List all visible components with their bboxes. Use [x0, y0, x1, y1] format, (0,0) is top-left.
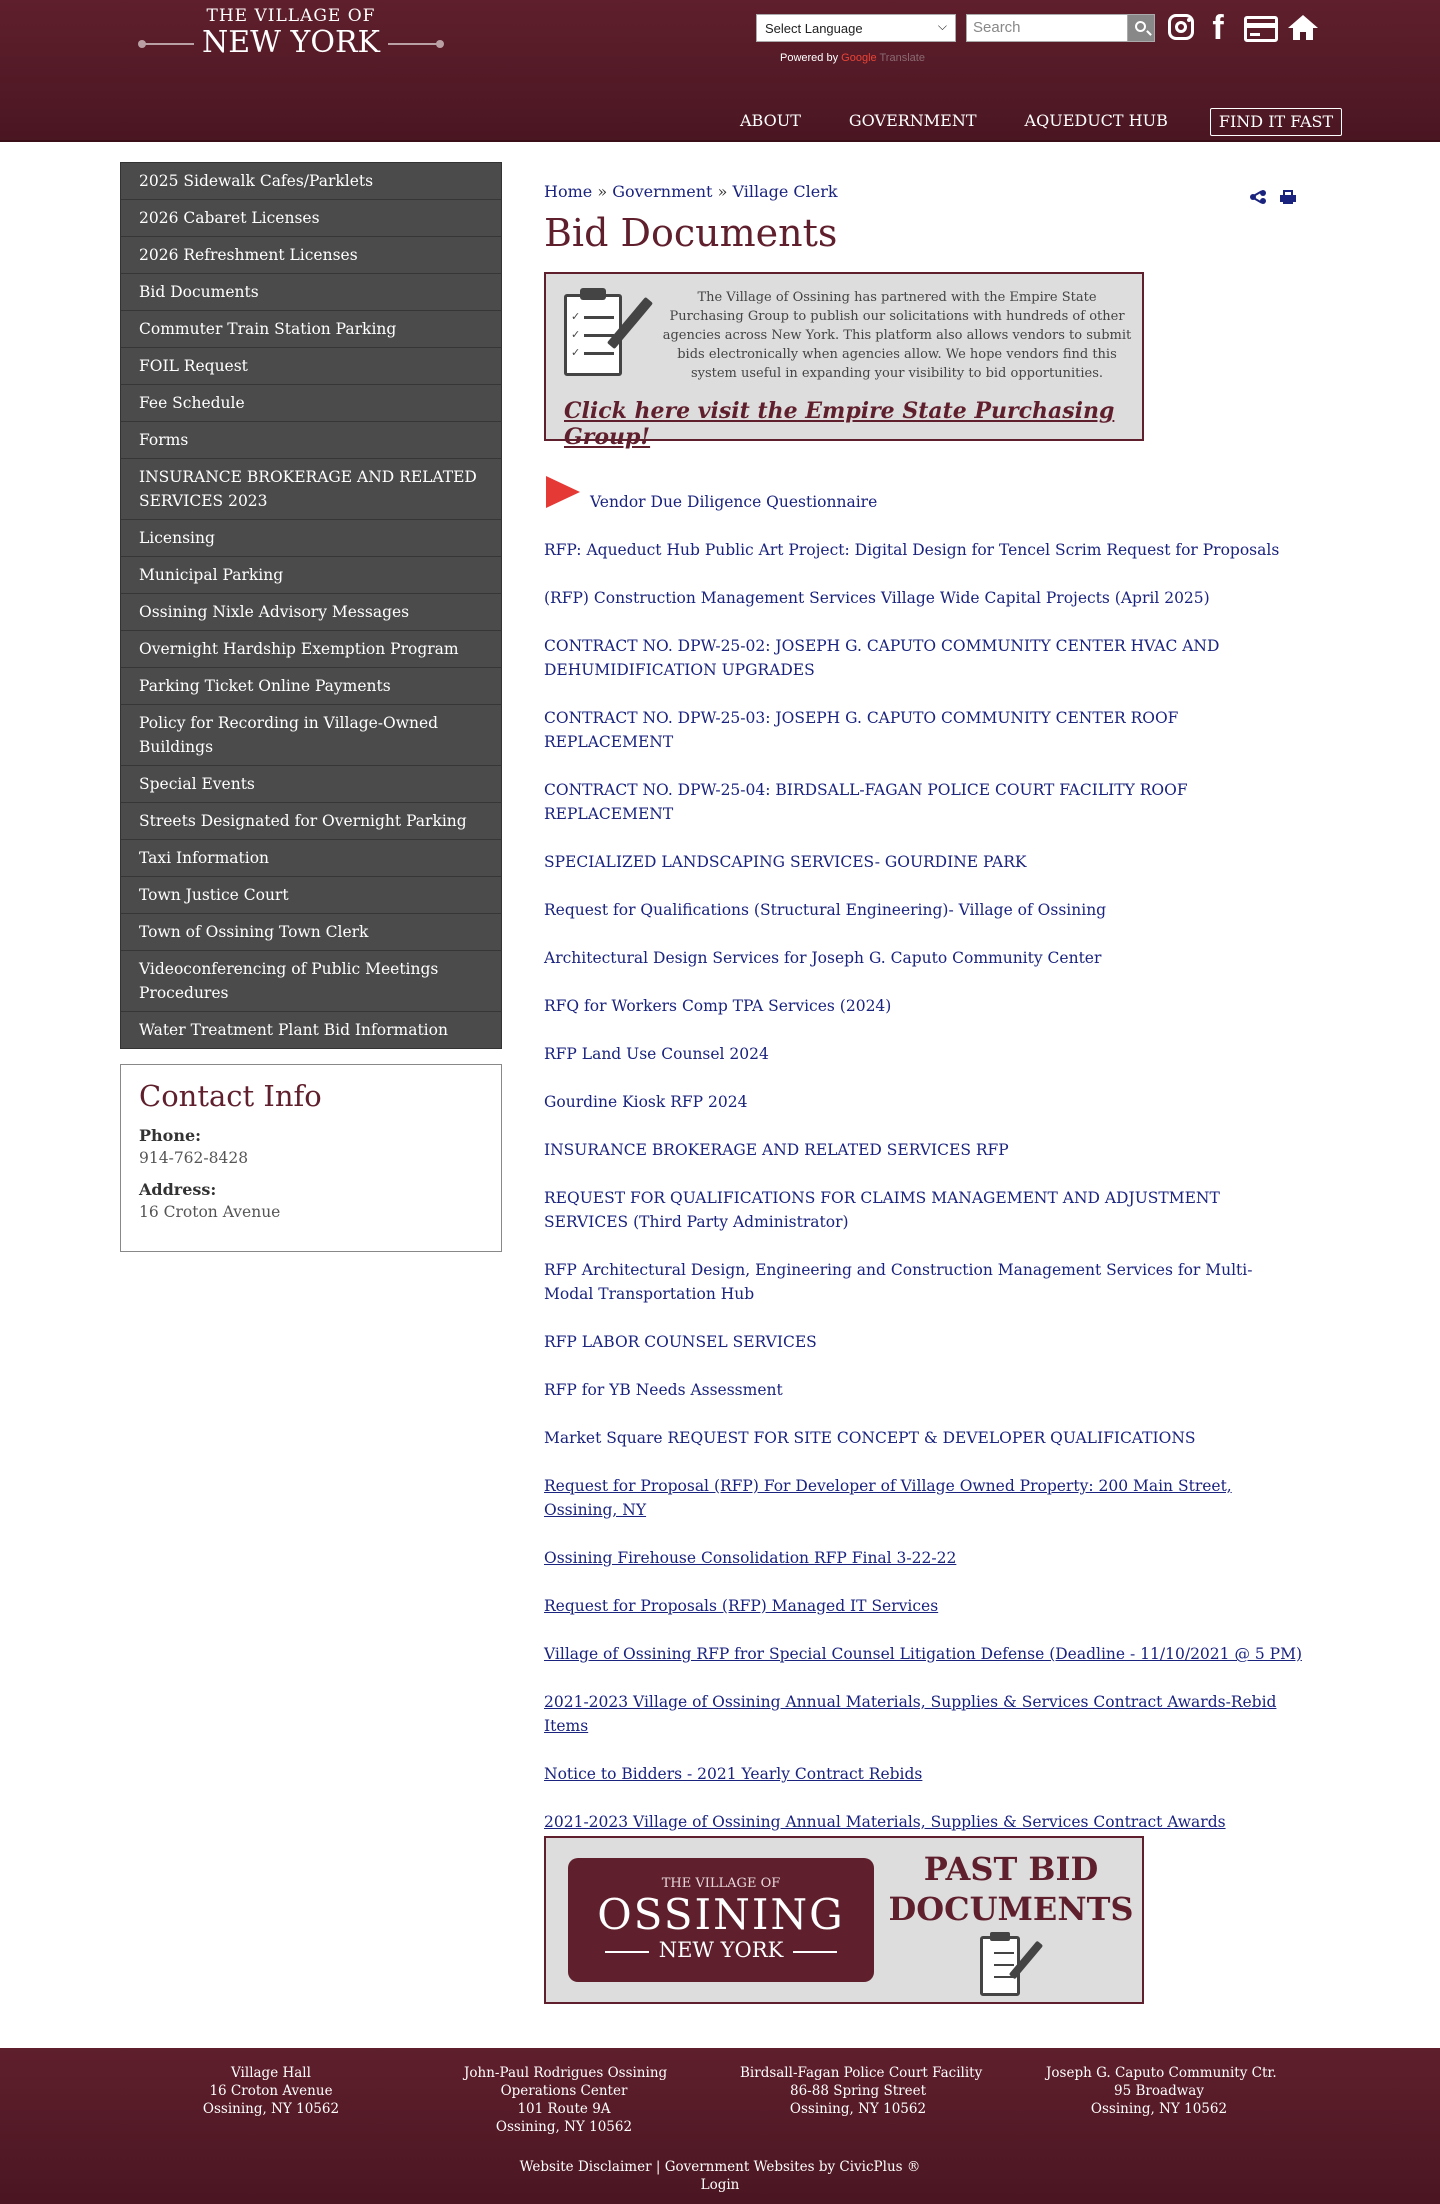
footer-line: Operations Center: [500, 2083, 628, 2099]
home-icon[interactable]: [1288, 12, 1320, 44]
sidebar-item-cabaret-licenses[interactable]: 2026 Cabaret Licenses: [121, 200, 501, 237]
page-title: Bid Documents: [544, 211, 838, 255]
language-select[interactable]: [756, 14, 956, 42]
breadcrumb: [544, 180, 1304, 204]
search-input[interactable]: [966, 14, 1128, 42]
logo-bottom-text: NEW YORK: [202, 25, 380, 60]
empire-state-purchasing-banner[interactable]: [544, 272, 1144, 450]
document-link[interactable]: Village of Ossining RFP fror Special Counsel Litigation Defense (Deadline - 11/10/2021 @ 5 PM): [544, 1645, 1303, 1663]
ossining-badge: [568, 1858, 874, 1982]
address-label: Address:: [139, 1180, 217, 1199]
sidebar-item-hardship-exemption[interactable]: Overnight Hardship Exemption Program: [121, 631, 501, 668]
chevron-down-icon: ⌵: [937, 19, 947, 33]
sidebar-item-town-clerk[interactable]: Town of Ossining Town Clerk: [121, 914, 501, 951]
logo-bottom: [118, 26, 464, 60]
document-link[interactable]: Request for Proposals (RFP) Managed IT Services: [544, 1597, 939, 1615]
sidebar-item-overnight-streets[interactable]: Streets Designated for Overnight Parking: [121, 803, 501, 840]
sidebar-item-special-events[interactable]: Special Events: [121, 766, 501, 803]
footer-links: [0, 2158, 1440, 2194]
google-translate-credit: [780, 52, 925, 64]
footer-line: Ossining, NY 10562: [1090, 2101, 1228, 2117]
disclaimer-link[interactable]: Website Disclaimer: [519, 2159, 652, 2175]
sidebar-item-justice-court[interactable]: Town Justice Court: [121, 877, 501, 914]
document-link[interactable]: RFP Land Use Counsel 2024: [544, 1045, 769, 1063]
breadcrumb-home[interactable]: Home: [544, 182, 593, 201]
sidebar-item-bid-documents[interactable]: Bid Documents: [121, 274, 501, 311]
login-link[interactable]: Login: [700, 2177, 740, 2193]
nav-about[interactable]: ABOUT: [740, 111, 801, 130]
document-link[interactable]: Ossining Firehouse Consolidation RFP Final 3-22-22: [544, 1549, 957, 1567]
document-link[interactable]: CONTRACT NO. DPW-25-03: JOSEPH G. CAPUTO COMMUNITY CENTER ROOF REPLACEMENT: [544, 709, 1179, 751]
phone-label: Phone:: [139, 1126, 202, 1145]
search-button[interactable]: [1127, 14, 1155, 42]
document-link[interactable]: Market Square REQUEST FOR SITE CONCEPT & DEVELOPER QUALIFICATIONS: [544, 1429, 1196, 1447]
badge-rule-right: [793, 1951, 837, 1953]
footer-community-center: [1046, 2064, 1277, 2118]
document-link[interactable]: Vendor Due Diligence Questionnaire: [590, 493, 878, 511]
sidebar-menu: [120, 162, 502, 1049]
document-link[interactable]: INSURANCE BROKERAGE AND RELATED SERVICES RFP: [544, 1141, 1009, 1159]
nav-aqueduct-hub[interactable]: AQUEDUCT HUB: [1024, 111, 1168, 130]
document-link[interactable]: SPECIALIZED LANDSCAPING SERVICES- GOURDINE PARK: [544, 853, 1027, 871]
top-navigation: [740, 108, 1342, 136]
contact-title: Contact Info: [139, 1079, 322, 1113]
document-link[interactable]: Gourdine Kiosk RFP 2024: [544, 1093, 748, 1111]
document-link[interactable]: RFP Architectural Design, Engineering and Construction Management Services for Multi- Modal Transportation Hub: [544, 1261, 1253, 1303]
badge-top-text: THE VILLAGE OF: [661, 1876, 781, 1891]
sidebar-item-fee-schedule[interactable]: Fee Schedule: [121, 385, 501, 422]
registered-mark: ®: [906, 2159, 921, 2175]
document-link[interactable]: Notice to Bidders - 2021 Yearly Contract Rebids: [544, 1765, 923, 1783]
footer-police-court: [740, 2064, 983, 2118]
document-link[interactable]: RFP for YB Needs Assessment: [544, 1381, 783, 1399]
past-bid-heading-line1: PAST BID: [923, 1850, 1099, 1888]
sidebar-item-foil-request[interactable]: FOIL Request: [121, 348, 501, 385]
badge-rule-left: [605, 1951, 649, 1953]
espg-description: The Village of Ossining has partnered with the Empire State Purchasing Group to publish our solicitations with hundreds of other agencies across New York. This platform also allows vendors to submit bids electronically when agencies allow. We hope vendors find this system useful in expanding your visibility to bid opportunities.: [662, 290, 1132, 381]
facebook-icon[interactable]: f: [1212, 9, 1224, 47]
document-link[interactable]: REQUEST FOR QUALIFICATIONS FOR CLAIMS MANAGEMENT AND ADJUSTMENT SERVICES (Third Party Administrator): [544, 1189, 1220, 1231]
logo-rule-right: [388, 43, 440, 45]
document-link[interactable]: RFP LABOR COUNSEL SERVICES: [544, 1333, 817, 1351]
sidebar-item-municipal-parking[interactable]: Municipal Parking: [121, 557, 501, 594]
document-link[interactable]: 2021-2023 Village of Ossining Annual Materials, Supplies & Services Contract Awards: [544, 1813, 1226, 1831]
document-link[interactable]: RFP: Aqueduct Hub Public Art Project: Digital Design for Tencel Scrim Request for Proposals: [544, 541, 1280, 559]
sidebar-item-refreshment-licenses[interactable]: 2026 Refreshment Licenses: [121, 237, 501, 274]
sidebar-item-insurance-brokerage[interactable]: INSURANCE BROKERAGE AND RELATED SERVICES 2023: [121, 459, 501, 520]
badge-bottom: [568, 1938, 874, 1962]
share-icon[interactable]: [1250, 190, 1266, 204]
sidebar-item-nixle[interactable]: Ossining Nixle Advisory Messages: [121, 594, 501, 631]
contact-info-box: [120, 1064, 502, 1252]
footer-line: Joseph G. Caputo Community Ctr.: [1046, 2065, 1277, 2081]
footer-separator: |: [655, 2159, 661, 2175]
main-content: [544, 180, 1304, 450]
footer-line: 101 Route 9A: [517, 2101, 611, 2117]
sidebar-item-taxi[interactable]: Taxi Information: [121, 840, 501, 877]
breadcrumb-separator: »: [717, 182, 728, 201]
document-link[interactable]: Architectural Design Services for Joseph G. Caputo Community Center: [544, 949, 1102, 967]
sidebar-item-recording-policy[interactable]: Policy for Recording in Village-Owned Buildings: [121, 705, 501, 766]
clipboard-icon: ✓ ✓ ✓: [560, 288, 650, 384]
footer-line: Ossining, NY 10562: [789, 2101, 927, 2117]
footer-village-hall: [196, 2064, 346, 2118]
past-bid-documents-banner[interactable]: [544, 1836, 1144, 2004]
espg-link[interactable]: Click here visit the Empire State Purchasing Group!: [564, 398, 1115, 450]
bid-document-list: [544, 490, 1304, 1906]
document-link[interactable]: Request for Qualifications (Structural Engineering)- Village of Ossining: [544, 901, 1107, 919]
document-link[interactable]: CONTRACT NO. DPW-25-04: BIRDSALL-FAGAN POLICE COURT FACILITY ROOF REPLACEMENT: [544, 781, 1188, 823]
footer-line: Birdsall-Fagan Police Court Facility: [740, 2065, 983, 2081]
document-link[interactable]: RFQ for Workers Comp TPA Services (2024): [544, 997, 892, 1015]
nav-find-it-fast[interactable]: FIND IT FAST: [1210, 108, 1342, 136]
footer-line: Village Hall: [231, 2065, 311, 2081]
logo-rule-left: [142, 43, 194, 45]
print-icon[interactable]: [1280, 190, 1296, 204]
phone-value: 914-762-8428: [139, 1149, 249, 1167]
sidebar-item-water-treatment[interactable]: Water Treatment Plant Bid Information: [139, 1021, 448, 1039]
footer-line: 95 Broadway: [1114, 2083, 1204, 2099]
address-value: 16 Croton Avenue: [139, 1203, 281, 1221]
document-link[interactable]: 2021-2023 Village of Ossining Annual Materials, Supplies & Services Contract Awards-Rebid Items: [544, 1693, 1277, 1735]
footer-line: 86-88 Spring Street: [789, 2083, 927, 2099]
sidebar-item-licensing[interactable]: Licensing: [121, 520, 501, 557]
logo-top-text: THE VILLAGE OF: [206, 6, 376, 26]
footer-operations-center: [464, 2064, 668, 2136]
translate-text[interactable]: Translate: [879, 52, 925, 64]
badge-main-text: OSSINING: [597, 1890, 845, 1939]
breadcrumb-separator: »: [597, 182, 608, 201]
search-placeholder: Search: [973, 19, 1021, 36]
logo-main-text: OSSINING: [864, 183, 1220, 253]
document-link[interactable]: (RFP) Construction Management Services Village Wide Capital Projects (April 2025): [544, 589, 1210, 607]
footer-line: Ossining, NY 10562: [202, 2101, 340, 2117]
payment-card-icon[interactable]: [1244, 12, 1276, 44]
document-link[interactable]: CONTRACT NO. DPW-25-02: JOSEPH G. CAPUTO COMMUNITY CENTER HVAC AND DEHUMIDIFICATION UPGRADES: [544, 637, 1220, 679]
past-bid-heading-line2: DOCUMENTS: [888, 1890, 1134, 1928]
document-link[interactable]: Request for Proposal (RFP) For Developer of Village Owned Property: 200 Main Street, Ossining, NY: [544, 1477, 1232, 1519]
search-icon: [1135, 21, 1146, 32]
sidebar-item-sidewalk-cafes[interactable]: 2025 Sidewalk Cafes/Parklets: [121, 163, 501, 200]
civicplus-link[interactable]: Government Websites by CivicPlus: [664, 2159, 903, 2175]
google-text[interactable]: Google: [841, 52, 877, 64]
sidebar-item-videoconferencing[interactable]: Videoconferencing of Public Meetings Procedures: [121, 951, 501, 1012]
clipboard-icon: [978, 1932, 1048, 2002]
breadcrumb-government[interactable]: Government: [612, 182, 713, 201]
instagram-icon[interactable]: [1166, 12, 1198, 44]
breadcrumb-village-clerk[interactable]: Village Clerk: [732, 182, 838, 201]
nav-government[interactable]: GOVERNMENT: [848, 111, 977, 130]
badge-bottom-text: NEW YORK: [658, 1938, 784, 1962]
sidebar-item-parking-payments[interactable]: Parking Ticket Online Payments: [121, 668, 501, 705]
language-select-label: Select Language: [765, 21, 863, 36]
powered-by-text: Powered by: [780, 52, 839, 64]
sidebar-item-train-parking[interactable]: Commuter Train Station Parking: [121, 311, 501, 348]
footer-line: John-Paul Rodrigues Ossining: [464, 2065, 668, 2081]
footer-line: 16 Croton Avenue: [209, 2083, 333, 2099]
footer-line: Ossining, NY 10562: [495, 2119, 633, 2135]
site-footer: [0, 2048, 1440, 2204]
sidebar-item-forms[interactable]: Forms: [121, 422, 501, 459]
